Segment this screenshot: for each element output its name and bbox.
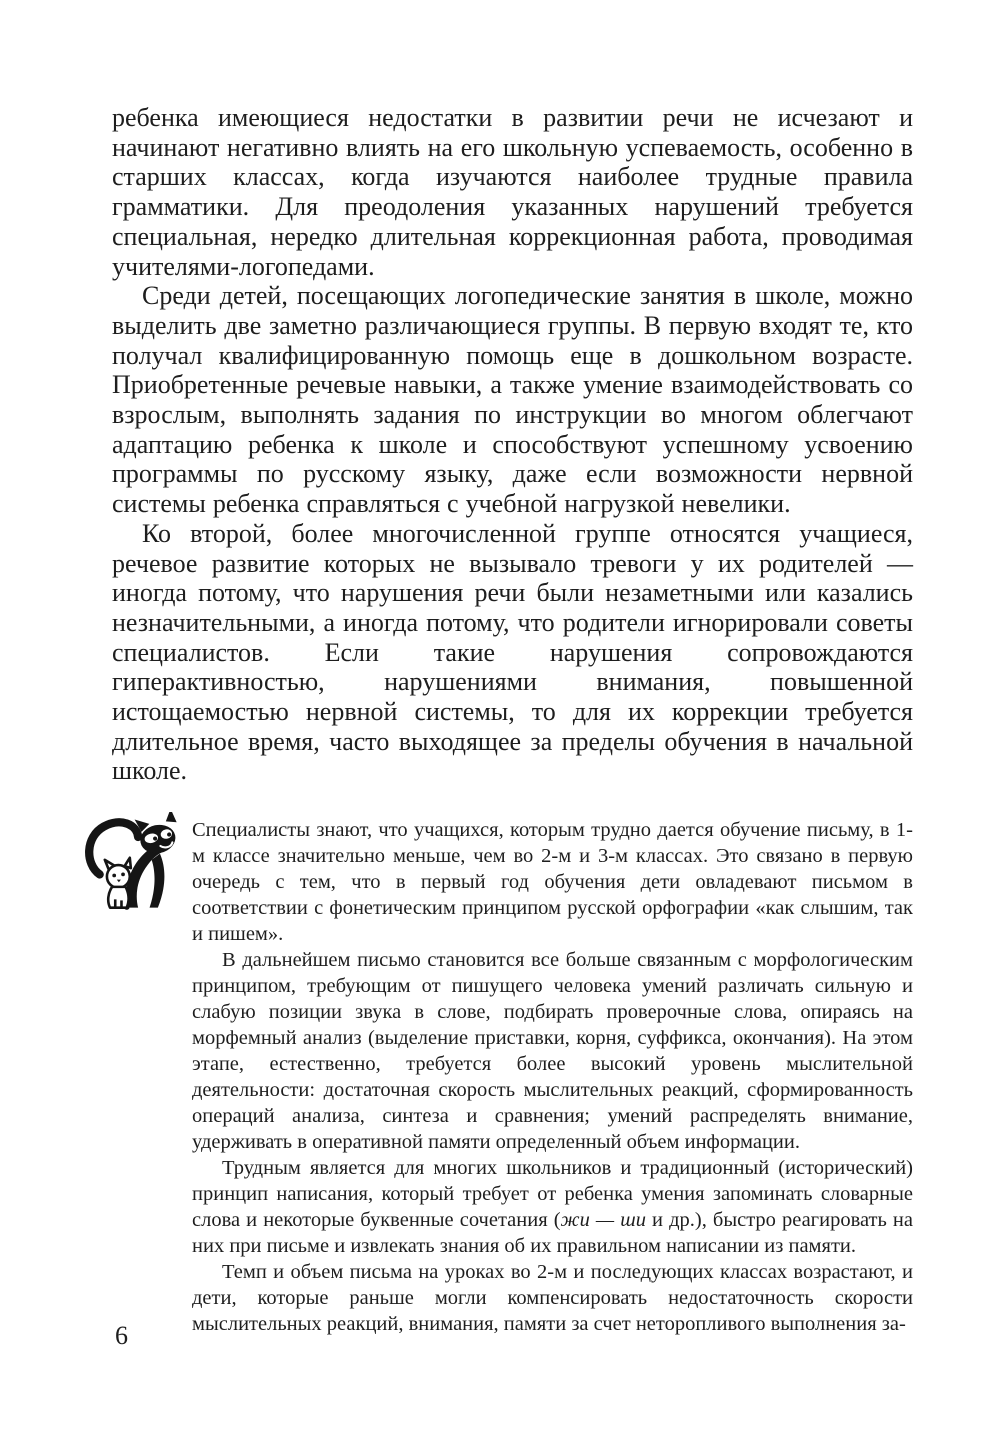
note-paragraph: В дальнейшем письмо становится все больше связанным с морфологическим принципом, требующим от пишущего человека умений различать сильную и слабую позиции звука в слове, подбирать проверочные слова, опираясь на морфемный анализ (выделение приставки, корня, суффикса, окончания). На этом этапе, естественно, требуется более высокий уровень мыслительной деятельности: достаточная скорость мыслительных реакций, сформированность операций анализа, синтеза и сравнения; умений распределять внимание, удерживать в оперативной памяти определенный объем информации. <box>192 949 913 1153</box>
main-text-block <box>112 103 913 786</box>
note-paragraph: Специалисты знают, что учащихся, которым трудно дается обучение письму, в 1-м классе значительно меньше, чем во 2-м и 3-м классах. Это связано в первую очередь с тем, что в первый год обучения дети овладевают письмом в соответствии с фонетическим принципом русской орфографии «как слышим, так и пишем». <box>192 819 913 945</box>
paragraph: Среди детей, посещающих логопедические занятия в школе, можно выделить две заметно различающиеся группы. В первую входят те, кто получал квалифицированную помощь еще в дошкольном возрасте. Приобретенные речевые навыки, а также умение взаимодействовать со взрослым, выполнять задания по инструкции во многом облегчают адаптацию ребенка к школе и способствуют успешному усвоению программы по русскому языку, даже если возможности нервной системы ребенка справляться с учебной нагрузкой невелики. <box>112 281 913 519</box>
note-paragraph-text: и др.), быстро реагировать на них при письме и извлекать знания об их правильном написании из памяти. <box>192 1209 913 1257</box>
paragraph-continuation: ребенка имеющиеся недостатки в развитии речи не исчезают и начинают негативно влиять на его школьную успеваемость, особенно в старших классах, когда изучаются наиболее трудные правила грамматики. Для преодоления указанных нарушений требуется специальная, нередко длительная коррекционная работа, проводимая учителями-логопедами. <box>112 103 913 281</box>
note-paragraph: Темп и объем письма на уроках во 2-м и последующих классах возрастают, и дети, которые раньше могли компенсировать недостаточность скорости мыслительных реакций, внимания, памяти за счет неторопливого выполнения за- <box>192 1261 913 1335</box>
paragraph: Ко второй, более многочисленной группе относятся учащиеся, речевое развитие которых не вызывало тревоги у их родителей — иногда потому, что нарушения речи были незаметными или казались незначительными, а иногда потому, что родители игнорировали советы специалистов. Если такие нарушения сопровождаются гиперактивностью, нарушениями внимания, повышенной истощаемостью нервной системы, то для их коррекции требуется длительное время, часто выходящее за пределы обучения в начальной школе. <box>112 518 913 786</box>
note-paragraph-italic-term: жи — ши <box>560 1209 646 1231</box>
page-number: 6 <box>115 1321 128 1350</box>
cat-with-kitten-icon <box>83 812 187 916</box>
note-block <box>192 817 913 1337</box>
note-paragraph <box>192 1155 913 1259</box>
note-paragraph-text: Трудным является для многих школьников и традиционный (исторический) принцип написания, который требует от ребенка умения запоминать словарные слова и некоторые буквенные сочетания ( <box>192 1157 913 1231</box>
